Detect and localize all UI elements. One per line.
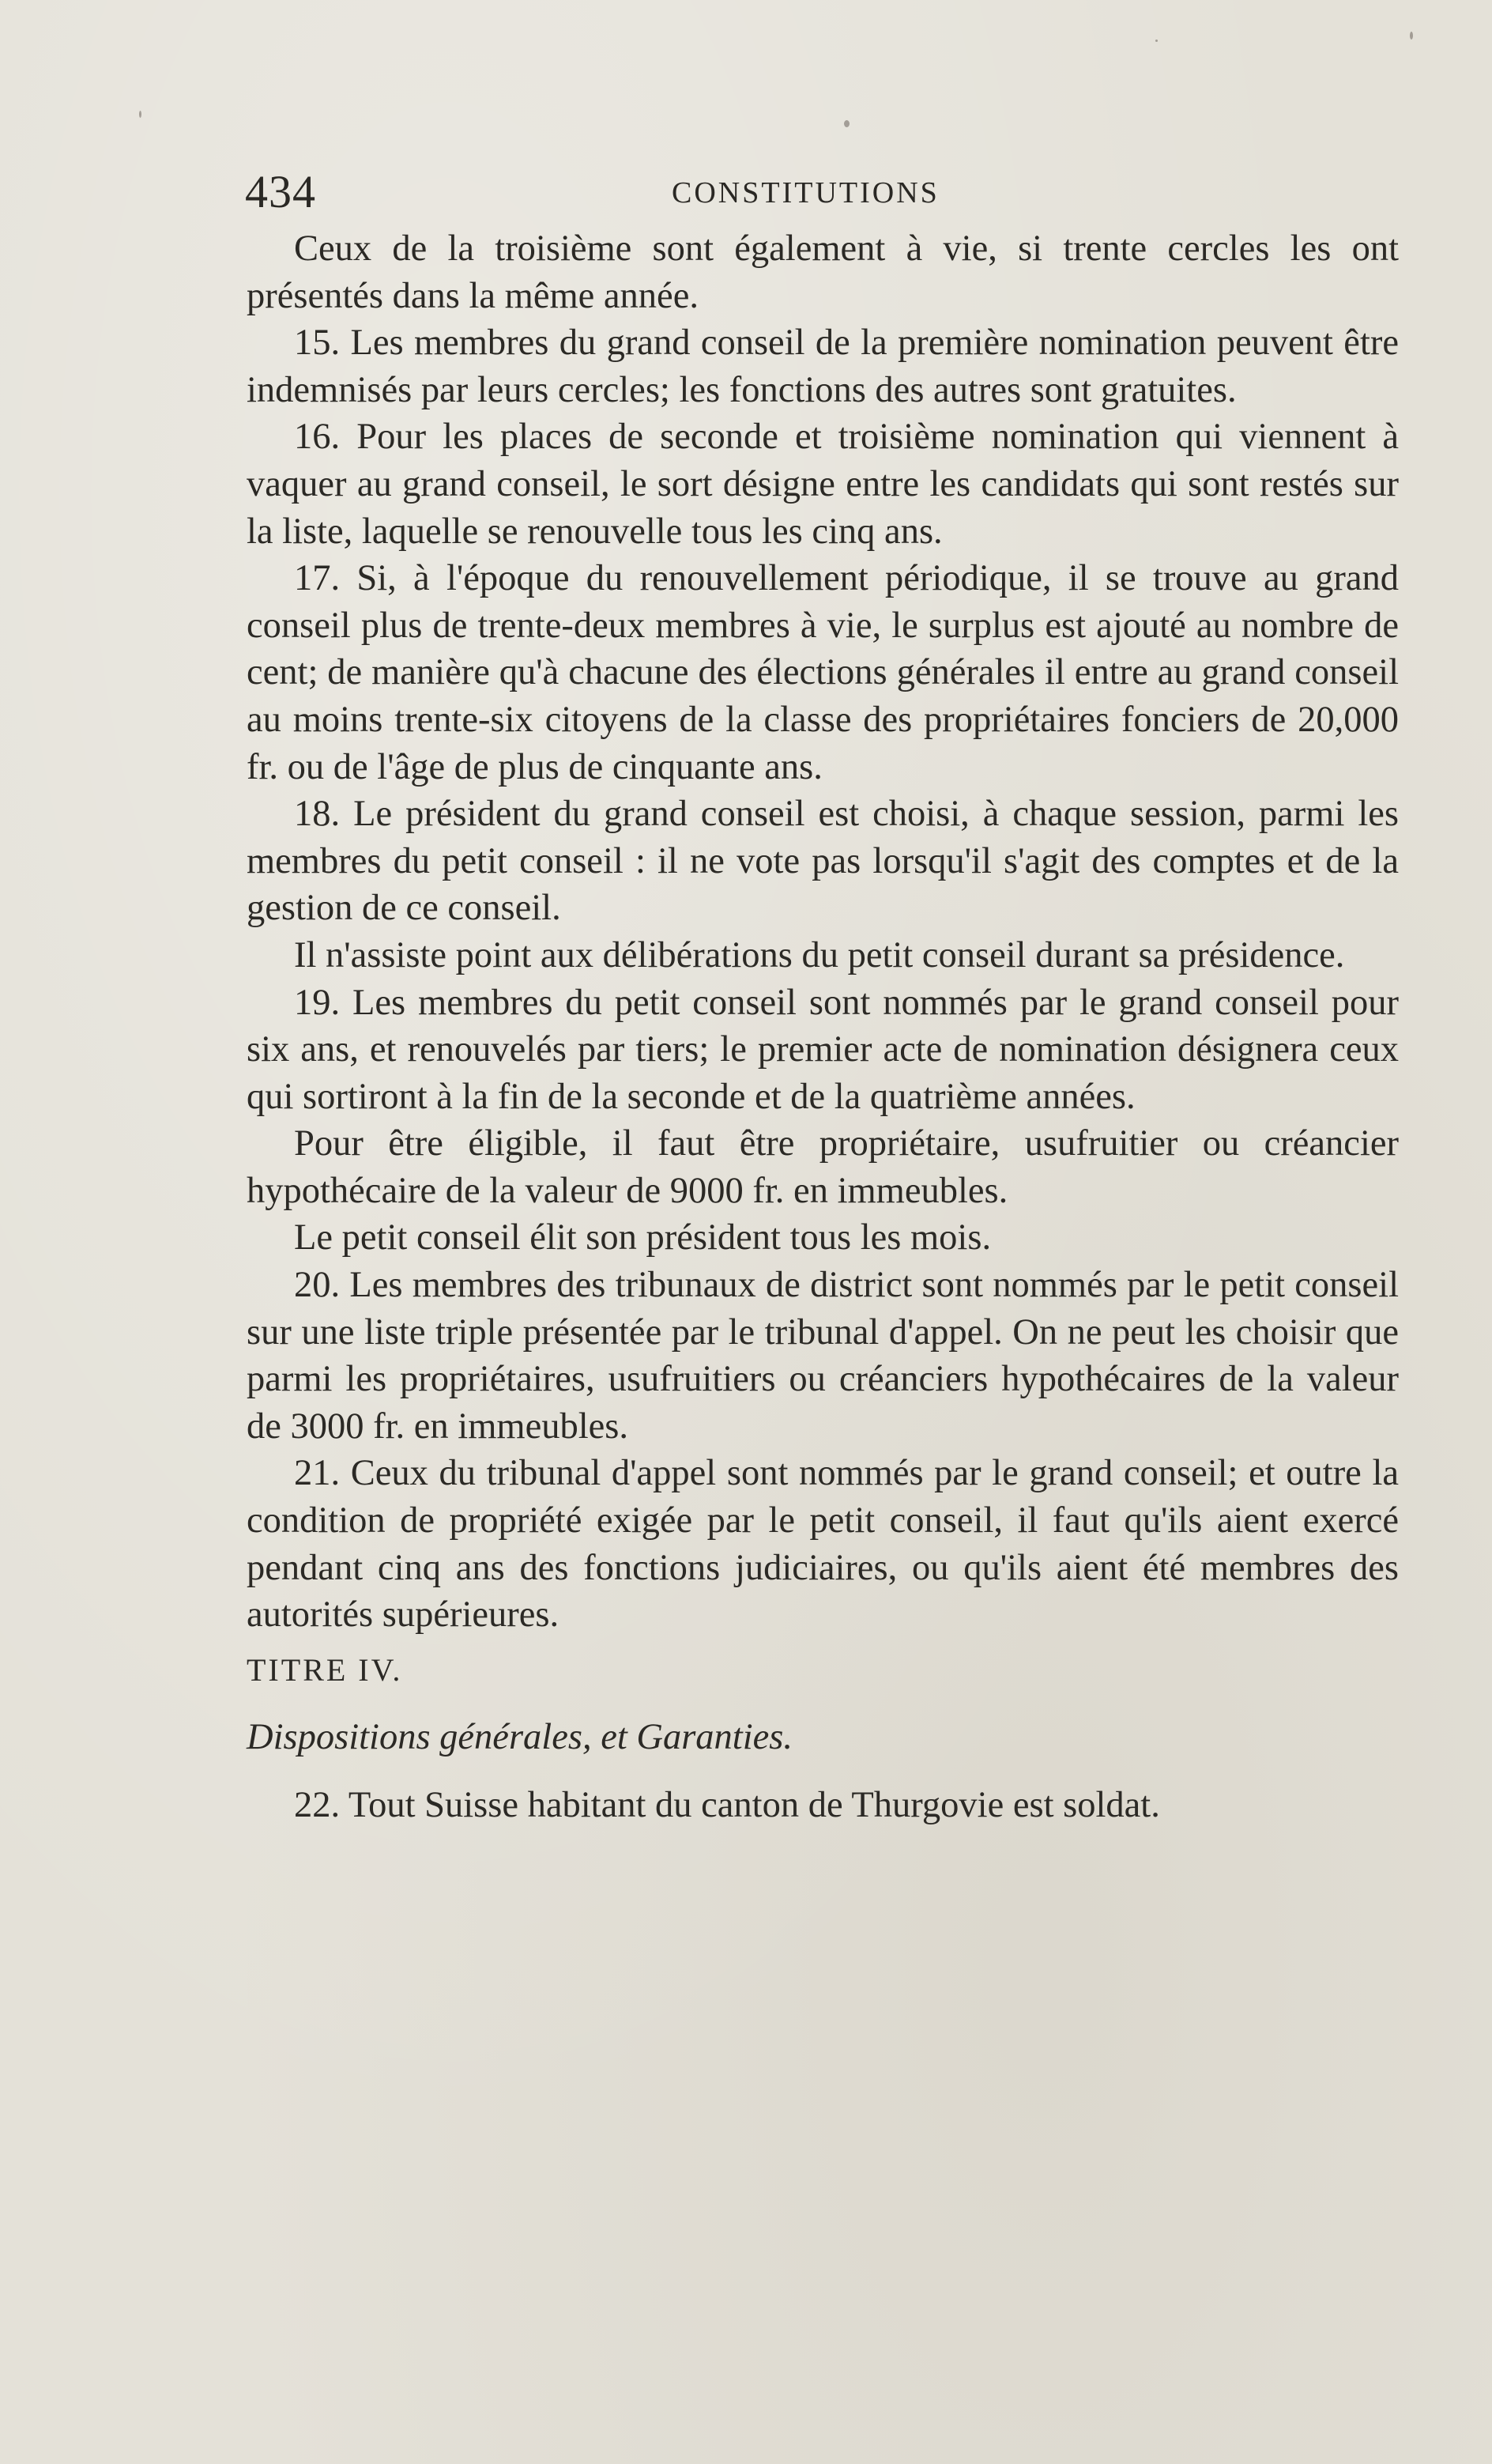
- article-19-eligibility: Pour être éligible, il faut être propriétaire, usufruitier ou créancier hypothécaire de la valeur de 9000 fr. en immeubles.: [247, 1123, 1399, 1211]
- article-21: 21. Ceux du tribunal d'appel sont nommés par le grand conseil; et outre la condition de propriété exigée par le petit conseil, il faut qu'ils aient exercé pendant cinq ans des fonctions judiciaires, ou qu'ils aient été membres des autorités supérieures.: [247, 1453, 1399, 1636]
- article-19-president: Le petit conseil élit son président tous les mois.: [294, 1217, 992, 1258]
- ink-speck: [1155, 40, 1158, 42]
- article-17: 17. Si, à l'époque du renouvellement périodique, il se trouve au grand conseil plus de trente-deux membres à vie, le surplus est ajouté au nombre de cent; de manière qu'à chacune des élections générales il entre au grand conseil au moins trente-six citoyens de la classe des propriétaires fonciers de 20,000 fr. ou de l'âge de plus de cinquante ans.: [247, 558, 1399, 787]
- paragraph-continuation: Ceux de la troisième sont également à vie, si trente cercles les ont présentés dans la même année.: [247, 228, 1399, 316]
- section-subtitle: Dispositions générales, et Garanties.: [247, 1717, 793, 1758]
- article-18: 18. Le président du grand conseil est choisi, à chaque session, parmi les membres du petit conseil : il ne vote pas lorsqu'il s'agit des comptes et de la gestion de ce conseil.: [247, 794, 1399, 929]
- ink-speck: [1410, 32, 1413, 40]
- article-18-continued: Il n'assiste point aux délibérations du petit conseil durant sa présidence.: [294, 934, 1345, 975]
- article-16: 16. Pour les places de seconde et troisième nomination qui viennent à vaquer au grand conseil, le sort désigne entre les candidats qui sont restés sur la liste, laquelle se renouvelle tous les cinq ans.: [247, 417, 1399, 552]
- section-title: TITRE IV.: [247, 1651, 403, 1688]
- body-text: [247, 225, 1399, 1829]
- article-19: 19. Les membres du petit conseil sont nommés par le grand conseil pour six ans, et renouvelés par tiers; le premier acte de nomination désignera ceux qui sortiront à la fin de la seconde et de la quatrième années.: [247, 982, 1399, 1117]
- ink-speck: [844, 120, 850, 127]
- running-title: CONSTITUTIONS: [672, 176, 940, 209]
- article-20: 20. Les membres des tribunaux de district sont nommés par le petit conseil sur une liste triple présentée par le tribunal d'appel. On ne peut les choisir que parmi les propriétaires, usufruitiers ou créanciers hypothécaires de la valeur de 3000 fr. en immeubles.: [247, 1265, 1399, 1447]
- page-number: 434: [245, 166, 316, 217]
- article-22: 22. Tout Suisse habitant du canton de Thurgovie est soldat.: [294, 1785, 1160, 1825]
- running-head: [245, 164, 1407, 220]
- ink-speck: [139, 111, 141, 118]
- article-15: 15. Les membres du grand conseil de la première nomination peuvent être indemnisés par leurs cercles; les fonctions des autres sont gratuites.: [247, 323, 1399, 410]
